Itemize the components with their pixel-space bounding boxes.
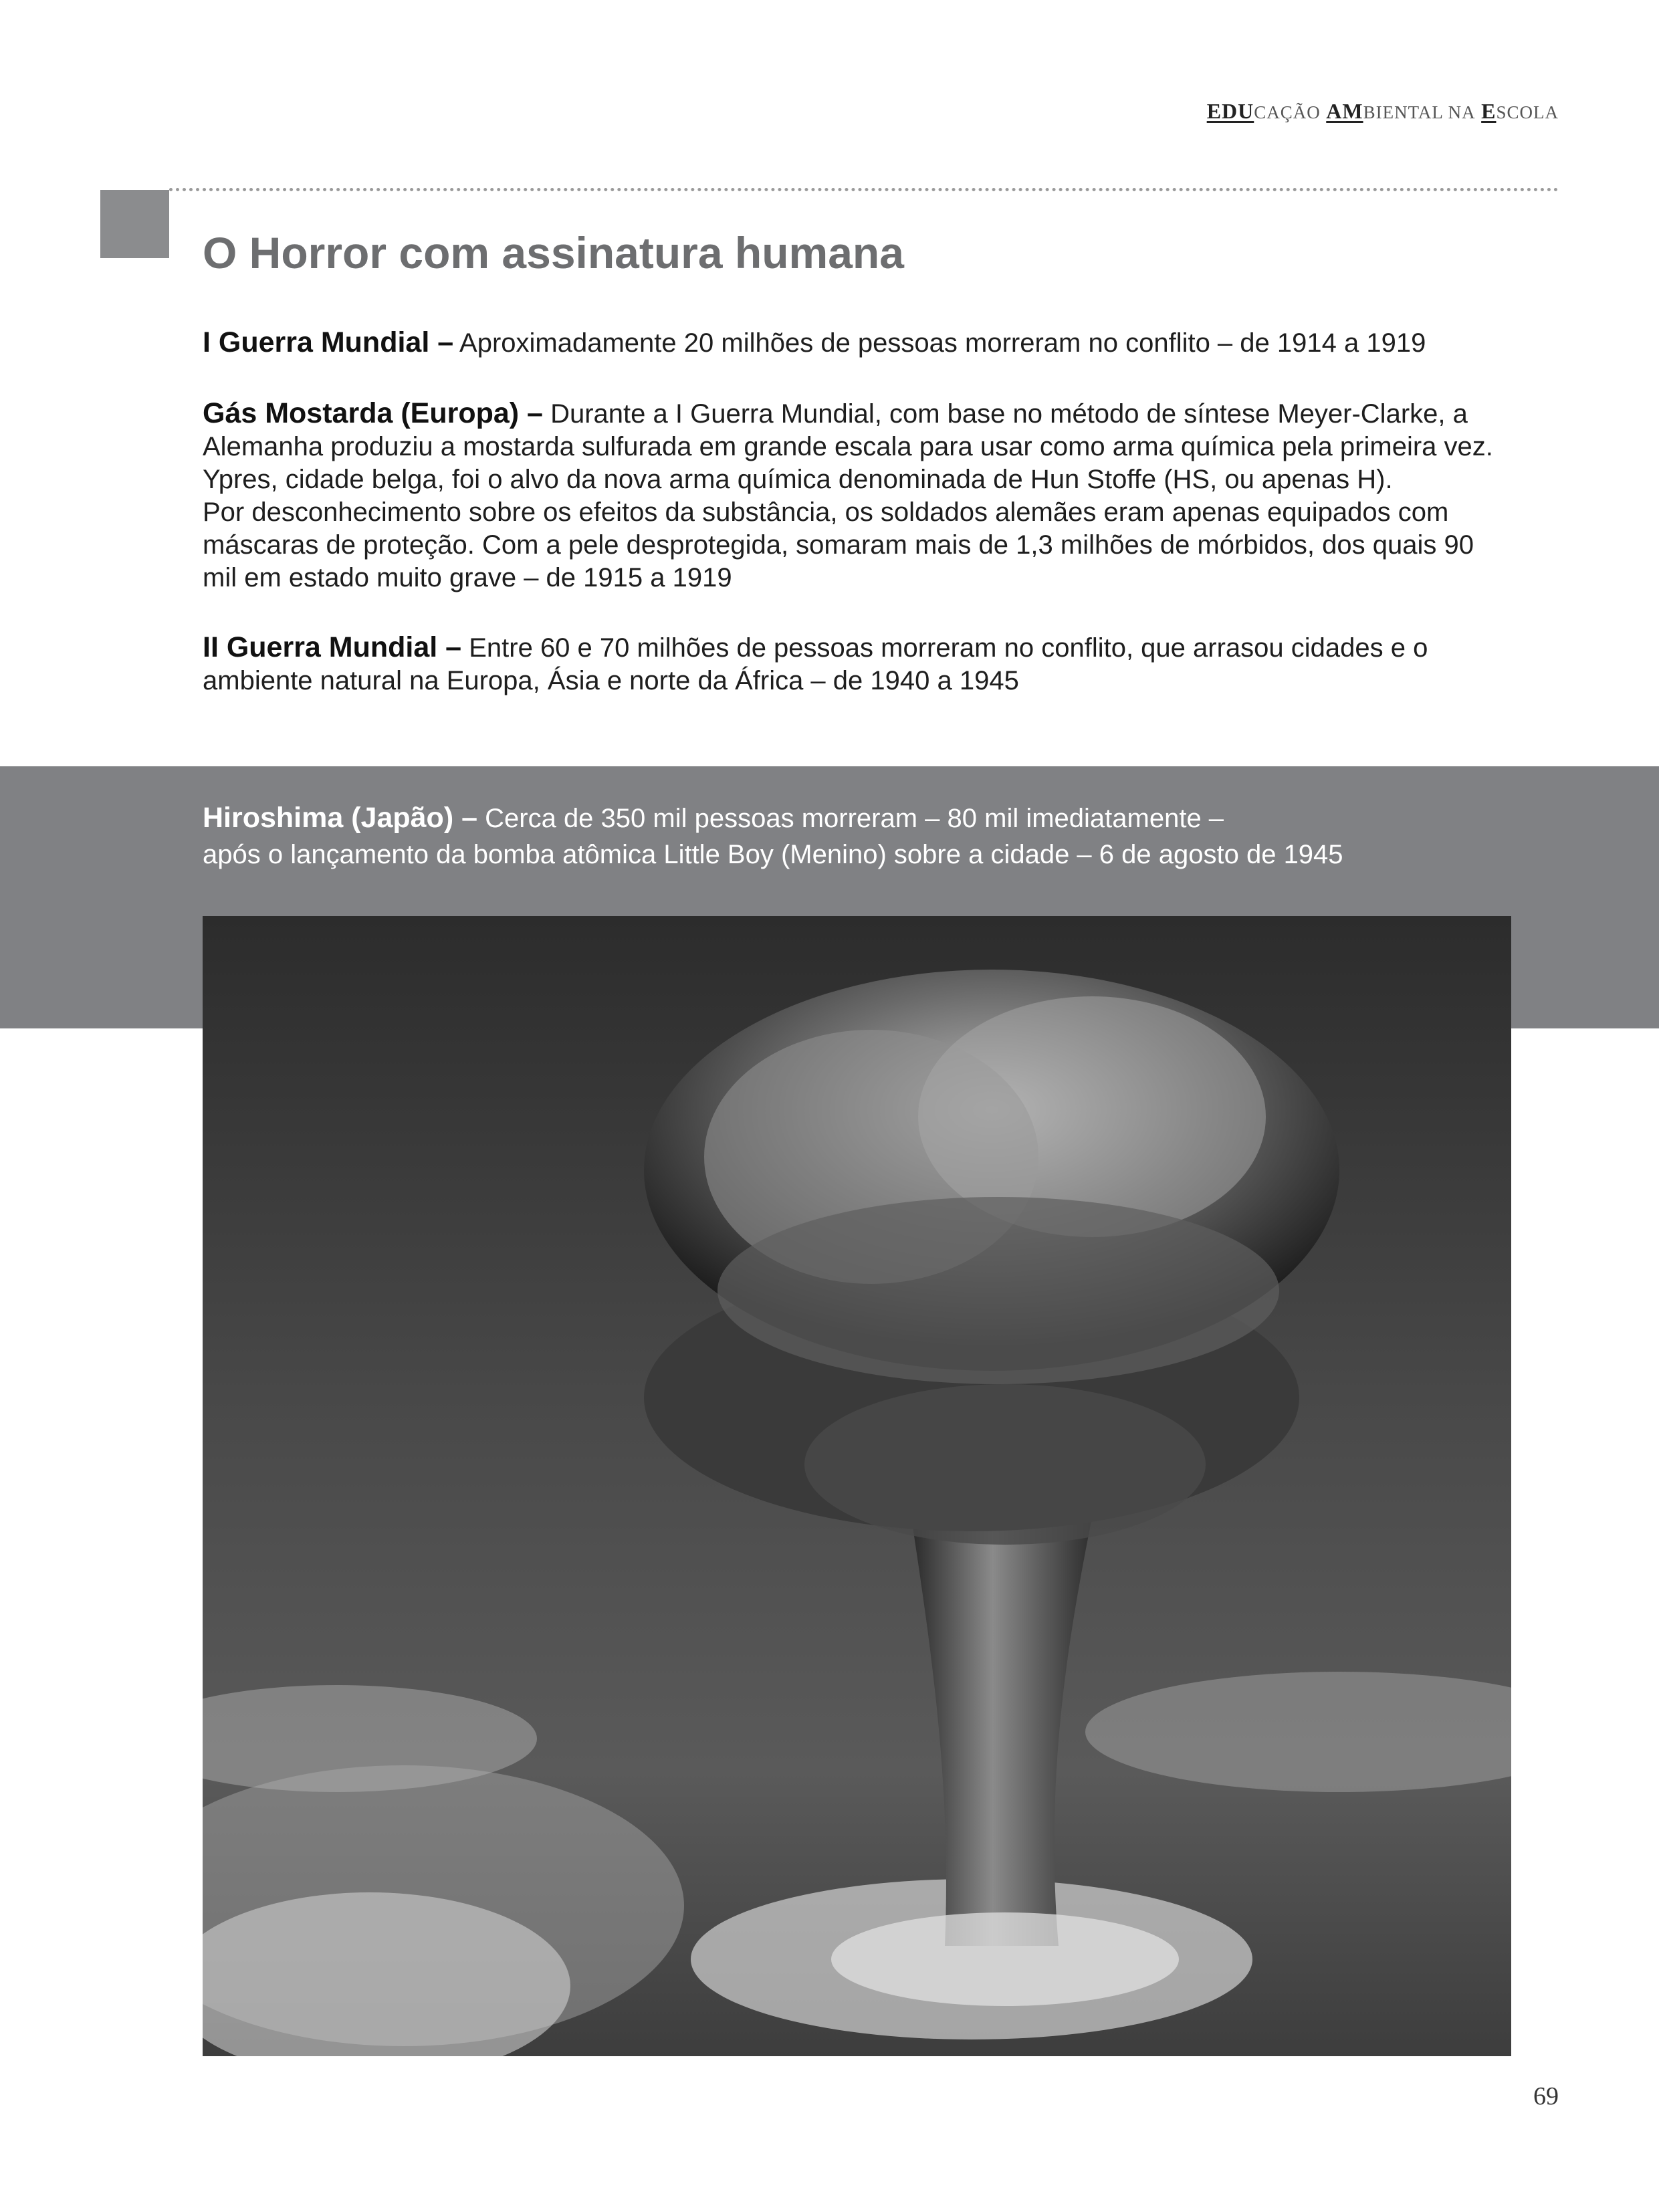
running-header-part-1: CAÇÃO [1254,102,1321,122]
mushroom-cloud-illustration [203,916,1511,2056]
entry-second-world-war [203,631,1513,697]
highlight-lead: Hiroshima (Japão) – [203,802,477,834]
running-header-cap-2: AM [1326,99,1363,123]
entry-text-continued: Por desconhecimento sobre os efeitos da substância, os soldados alemães eram apenas equipados com máscaras de proteção. Com a pele desprotegida, somaram mais de 1,3 milhões de mórbidos, dos quais 90 mil em estado muito grave – de 1915 a 1919 [203,497,1474,592]
running-header [1207,99,1559,124]
entry-lead: Gás Mostarda (Europa) – [203,397,543,429]
running-header-part-2: BIENTAL NA [1363,102,1476,122]
running-header-cap-1: EDU [1206,99,1254,123]
entry-lead: I Guerra Mundial – [203,326,454,358]
highlight-line-2: após o lançamento da bomba atômica Little Boy (Menino) sobre a cidade – 6 de agosto de 1945 [203,840,1343,869]
page-title: O Horror com assinatura humana [203,228,904,278]
running-header-cap-3: E [1481,99,1497,123]
highlight-line-1: Cerca de 350 mil pessoas morreram – 80 mil imediatamente – [485,804,1224,833]
entry-text: Durante a I Guerra Mundial, com base no método de síntese Meyer-Clarke, a Alemanha produziu a mostarda sulfurada em grande escala para usar como arma química pela primeira vez. Ypres, cidade belga, foi o alvo da nova arma química denominada de Hun Stoffe (HS, ou apenas H). [203,399,1493,494]
running-header-part-3: SCOLA [1496,102,1559,122]
entry-mustard-gas [203,397,1513,594]
page-number: 69 [1533,2082,1559,2110]
section-marker-square [100,190,169,258]
highlight-hiroshima [203,800,1513,873]
entry-lead: II Guerra Mundial – [203,631,462,663]
entry-text: Aproximadamente 20 milhões de pessoas morreram no conflito – de 1914 a 1919 [459,328,1426,358]
entry-text: Entre 60 e 70 milhões de pessoas morreram no conflito, que arrasou cidades e o ambiente natural na Europa, Ásia e norte da África – de 1940 a 1945 [203,633,1428,695]
entry-first-world-war [203,326,1513,360]
mushroom-cloud-photo [203,916,1511,2056]
dotted-divider [169,188,1559,191]
